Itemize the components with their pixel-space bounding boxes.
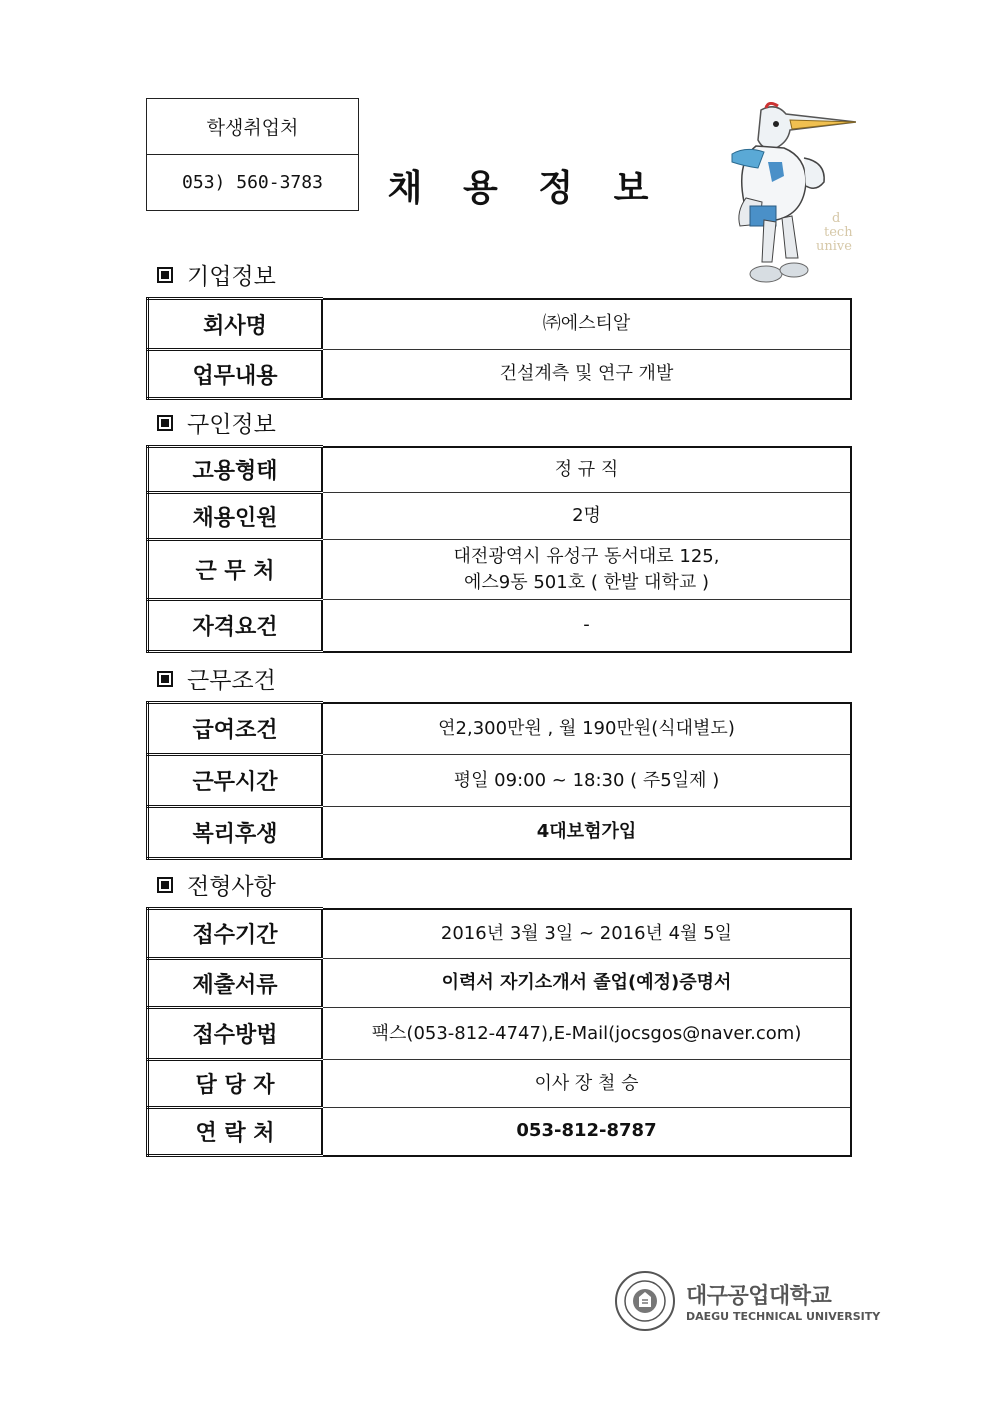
contact-office: 학생취업처 xyxy=(147,99,358,155)
table-row xyxy=(148,1108,852,1156)
table-row xyxy=(148,447,852,493)
mascot-text-2: tech xyxy=(824,225,853,240)
row-value: - xyxy=(322,600,851,652)
section-title: 구인정보 xyxy=(187,412,276,438)
section-title: 근무조건 xyxy=(187,668,276,694)
row-value: 053-812-8787 xyxy=(322,1108,851,1156)
row-value: 이력서 자기소개서 졸업(예정)증명서 xyxy=(322,959,851,1008)
row-label: 접수방법 xyxy=(148,1008,323,1060)
section-heading-process xyxy=(157,868,276,901)
row-label: 근 무 처 xyxy=(148,540,323,600)
table-row xyxy=(148,807,852,859)
recruit-table xyxy=(146,445,852,653)
row-value: 건설계측 및 연구 개발 xyxy=(322,350,851,399)
row-label: 접수기간 xyxy=(148,909,323,959)
table-row xyxy=(148,755,852,807)
table-row xyxy=(148,493,852,540)
row-label: 자격요건 xyxy=(148,600,323,652)
row-value: ㈜에스티알 xyxy=(322,299,851,350)
process-table xyxy=(146,907,852,1157)
row-value: 4대보험가입 xyxy=(322,807,851,859)
section-heading-company xyxy=(157,258,276,291)
square-bullet-icon xyxy=(157,877,173,893)
section-heading-recruit xyxy=(157,406,276,439)
address-line-2: 에스9동 501호 ( 한발 대학교 ) xyxy=(464,571,709,593)
table-row xyxy=(148,600,852,652)
row-value: 연2,300만원 , 월 190만원(식대별도) xyxy=(322,703,851,755)
row-label: 담 당 자 xyxy=(148,1060,323,1108)
university-name-ko: 대구공업대학교 xyxy=(686,1284,832,1309)
table-row xyxy=(148,909,852,959)
square-bullet-icon xyxy=(157,415,173,431)
row-value: 정 규 직 xyxy=(322,447,851,493)
table-row xyxy=(148,1060,852,1108)
university-seal-icon xyxy=(614,1270,676,1332)
row-label: 회사명 xyxy=(148,299,323,350)
table-row xyxy=(148,540,852,600)
contact-box xyxy=(146,98,359,211)
page-title: 채 용 정 보 xyxy=(387,167,663,209)
mascot-text-1: d xyxy=(832,211,841,226)
row-label: 복리후생 xyxy=(148,807,323,859)
row-label: 업무내용 xyxy=(148,350,323,399)
table-row xyxy=(148,350,852,399)
square-bullet-icon xyxy=(157,671,173,687)
row-label: 근무시간 xyxy=(148,755,323,807)
row-value: 2016년 3월 3일 ~ 2016년 4월 5일 xyxy=(322,909,851,959)
mascot-text-3: unive xyxy=(816,239,852,254)
row-label: 고용형태 xyxy=(148,447,323,493)
row-value: 2명 xyxy=(322,493,851,540)
contact-phone: 053) 560-3783 xyxy=(182,171,323,193)
section-heading-conditions xyxy=(157,662,276,695)
conditions-table xyxy=(146,701,852,860)
company-table xyxy=(146,297,852,400)
mascot-illustration xyxy=(706,102,856,287)
row-value: 이사 장 철 승 xyxy=(322,1060,851,1108)
row-label: 제출서류 xyxy=(148,959,323,1008)
row-label: 연 락 처 xyxy=(148,1108,323,1156)
section-title: 전형사항 xyxy=(187,874,276,900)
university-name-en: DAEGU TECHNICAL UNIVERSITY xyxy=(686,1310,881,1323)
address-line-1: 대전광역시 유성구 동서대로 125, xyxy=(453,545,720,567)
table-row xyxy=(148,703,852,755)
table-row xyxy=(148,1008,852,1060)
row-label: 급여조건 xyxy=(148,703,323,755)
square-bullet-icon xyxy=(157,267,173,283)
table-row xyxy=(148,299,852,350)
row-value xyxy=(322,540,851,600)
table-row xyxy=(148,959,852,1008)
section-title: 기업정보 xyxy=(187,264,276,290)
row-value: 팩스(053-812-4747),E-Mail(jocsgos@naver.com) xyxy=(322,1008,851,1060)
university-logo xyxy=(614,1270,880,1332)
row-label: 채용인원 xyxy=(148,493,323,540)
row-value: 평일 09:00 ~ 18:30 ( 주5일제 ) xyxy=(322,755,851,807)
